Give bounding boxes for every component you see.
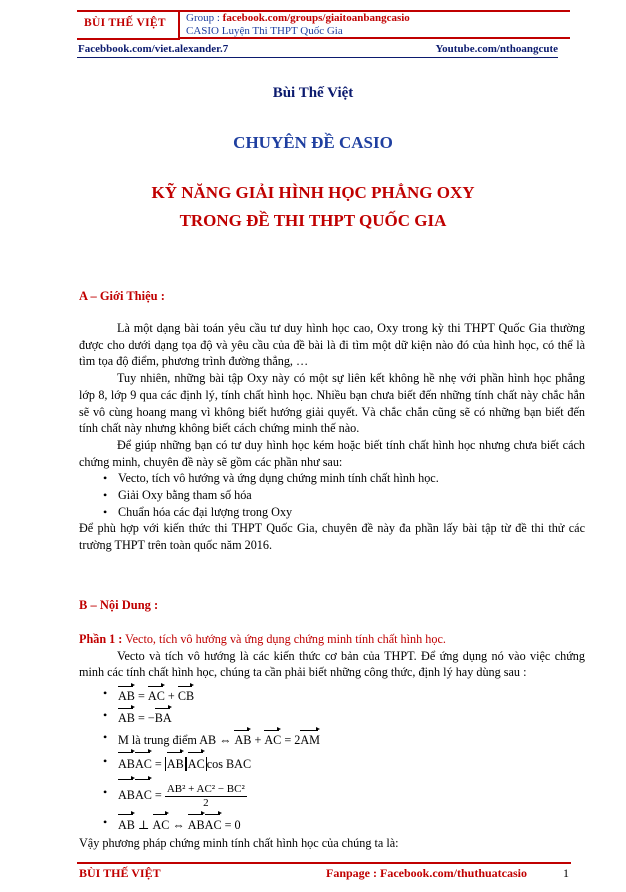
page-number: 1 bbox=[563, 866, 569, 880]
intro-paragraph-3: Để giúp những bạn có tư duy hình học kém hoặc biết tính chất hình học nhưng chưa biết cách chứng minh, chuyên đề này sẽ gồm các phần như sau: bbox=[79, 437, 585, 469]
bullet-dot-icon: • bbox=[103, 785, 108, 800]
section-a-heading: A – Giới Thiệu : bbox=[79, 289, 165, 303]
header-brand: BÙI THẾ VIỆT bbox=[84, 17, 166, 29]
main-title-line-2: TRONG ĐỀ THI THPT QUỐC GIA bbox=[179, 211, 447, 230]
bullet-dot-icon: • bbox=[103, 708, 108, 723]
part-1-heading bbox=[79, 631, 585, 648]
closing-sentence: Vậy phương pháp chứng minh tính chất hình học của chúng ta là: bbox=[79, 836, 399, 851]
section-b-body bbox=[79, 631, 585, 852]
intro-paragraph-4: Để phù hợp với kiến thức thi THPT Quốc Gia, chuyên đề này đa phần lấy bài tập từ đề thi thử các trường THPT trên toàn quốc năm 2016. bbox=[79, 521, 585, 553]
part-1-paragraph: Vecto và tích vô hướng là các kiến thức cơ bản của THPT. Để ứng dụng nó vào việc chứng minh các tính chất hình học, chúng ta cần phải biết những công thức, định lý hay dùng sau : bbox=[79, 648, 585, 680]
bullet-dot-icon: • bbox=[103, 686, 108, 701]
header-links bbox=[78, 43, 558, 55]
header-group bbox=[186, 12, 410, 24]
list-item: • Giải Oxy bằng tham số hóa bbox=[103, 488, 252, 503]
formula-5: ABAC = $\frac{\text{AB² + AC² − BC²}}{2}$ bbox=[118, 788, 247, 802]
author-name: Bùi Thế Việt bbox=[272, 85, 354, 101]
bullet-dot-icon: • bbox=[103, 754, 108, 769]
list-item: • Chuẩn hóa các đại lượng trong Oxy bbox=[103, 504, 293, 519]
bullet-dot-icon: • bbox=[103, 488, 108, 503]
formula-4: ABAC = AB AC cos BAC bbox=[118, 757, 251, 771]
intro-paragraph-2: Tuy nhiên, những bài tập Oxy này có một sự liên kết không hề nhẹ với phần hình học phẳng lớp 8, lớp 9 qua các định lý, tính chất hình học. Nhiều bạn chưa biết đến những tính chất này chắc hẳn sẽ vô cùng hoang mang vì không biết hướng giải quyết. Và chắc chắn cũng sẽ có những bạn biết đến tính chất này nhưng không biết cách chứng minh thế nào. bbox=[79, 371, 585, 436]
intro-paragraph-1: Là một dạng bài toán yêu cầu tư duy hình học cao, Oxy trong kỳ thi THPT Quốc Gia thường được cho dưới dạng tọa độ và yêu cầu của đề bài là đi tìm một dữ kiện nào đó của hình học, có thể là tìm tọa độ điểm, phương trình đường thẳng, … bbox=[79, 321, 585, 369]
formula-item bbox=[79, 777, 585, 810]
topic-title: CHUYÊN ĐỀ CASIO bbox=[233, 133, 393, 152]
footer-rule bbox=[77, 862, 571, 864]
main-title-line-1: KỸ NĂNG GIẢI HÌNH HỌC PHẲNG OXY bbox=[151, 183, 475, 202]
header-group-label: Group : bbox=[186, 12, 223, 24]
formula-item bbox=[79, 728, 585, 750]
section-b-heading: B – Nội Dung : bbox=[79, 598, 159, 612]
header-group-link[interactable]: facebook.com/groups/giaitoanbangcasio bbox=[222, 12, 410, 24]
bullet-dot-icon: • bbox=[103, 730, 108, 745]
formula-2: AB = −BA bbox=[118, 711, 172, 725]
bullet-dot-icon: • bbox=[103, 504, 108, 519]
footer-fanpage-link[interactable]: Fanpage : Facebook.com/thuthuatcasio bbox=[326, 866, 527, 880]
list-item: • Vecto, tích vô hướng và ứng dụng chứng minh tính chất hình học. bbox=[103, 471, 439, 486]
bullet-dot-icon: • bbox=[103, 471, 108, 486]
formula-item bbox=[79, 684, 585, 706]
header-bottom-rule bbox=[180, 37, 570, 39]
header-group-name: CASIO Luyện Thi THPT Quốc Gia bbox=[186, 25, 343, 37]
youtube-link[interactable]: Youtube.com/nthoangcute bbox=[435, 43, 558, 55]
facebook-link[interactable]: Facebbook.com/viet.alexander.7 bbox=[78, 43, 229, 55]
formula-1: AB = AC + CB bbox=[118, 689, 194, 703]
part-1-title: Vecto, tích vô hướng và ứng dụng chứng minh tính chất hình học. bbox=[122, 632, 446, 646]
formula-6: AB ⊥ AC ⇔ ABAC = 0 bbox=[118, 818, 241, 832]
formula-3: M là trung điểm AB ⇔ AB + AC = 2AM bbox=[118, 733, 320, 747]
formula-list bbox=[79, 684, 585, 835]
formula-item bbox=[79, 706, 585, 728]
formula-item bbox=[79, 812, 585, 835]
part-1-label: Phần 1 : bbox=[79, 632, 123, 646]
header-separator bbox=[178, 10, 180, 40]
footer-brand: BÙI THẾ VIỆT bbox=[79, 866, 161, 880]
intro-bullet-list bbox=[79, 470, 585, 520]
section-a-body bbox=[79, 320, 585, 554]
header-links-rule bbox=[77, 57, 558, 58]
bullet-dot-icon: • bbox=[103, 815, 108, 830]
formula-item bbox=[79, 750, 585, 775]
